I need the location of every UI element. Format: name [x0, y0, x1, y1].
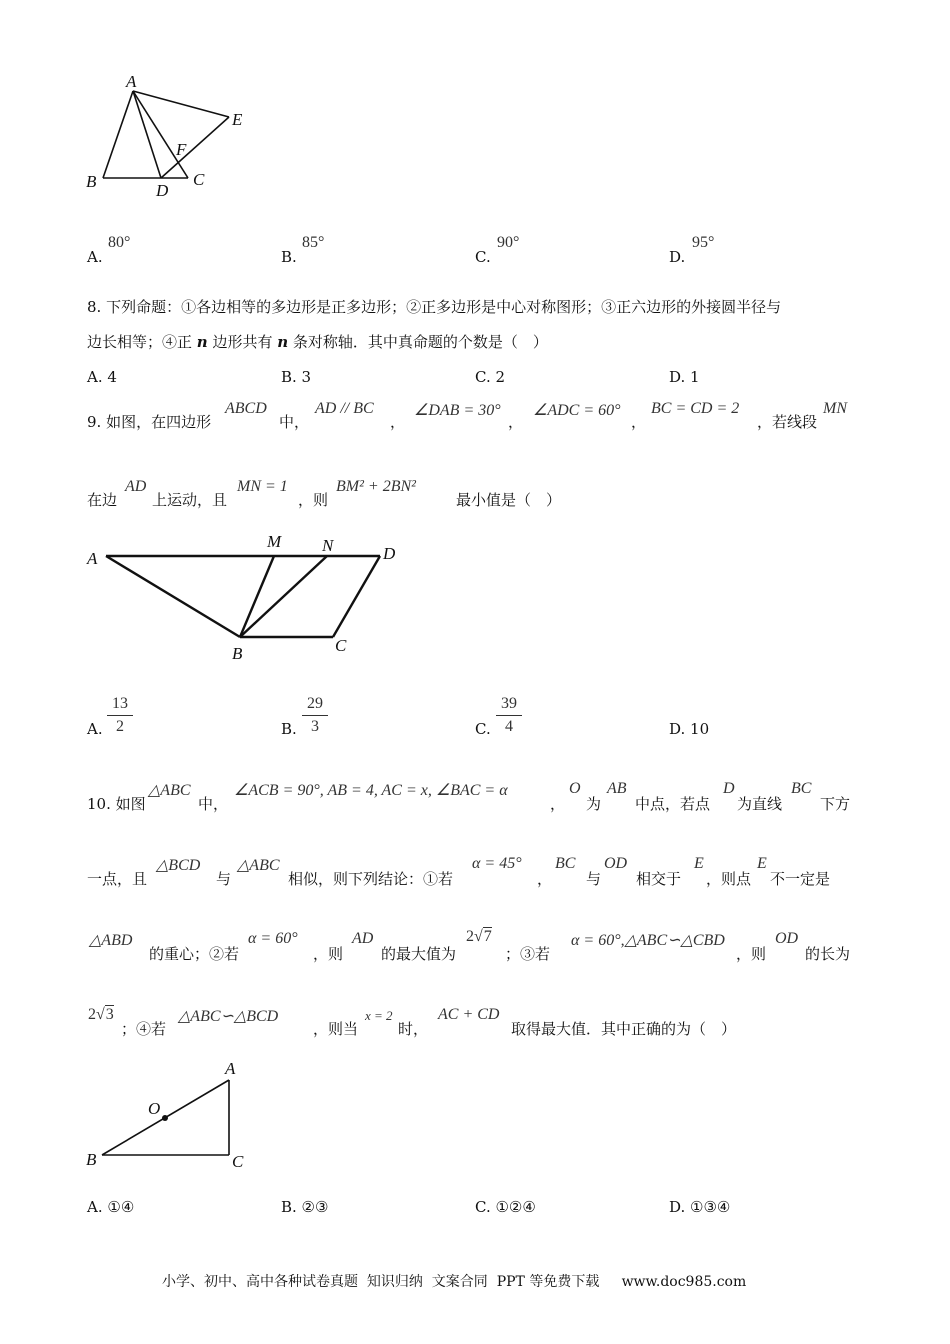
q10-line2-d: ， — [537, 870, 553, 888]
q10-tri-bcd: △BCD — [156, 857, 201, 874]
q10-line4-d: 取得最大值．其中正确的为（ ） — [511, 1020, 737, 1038]
q10-e: E — [694, 855, 704, 872]
q10-od: OD — [604, 855, 628, 872]
q10-line1-c: ， — [550, 795, 566, 813]
q10-alpha-60: α = 60° — [248, 930, 298, 947]
q8-n-2: n — [277, 333, 289, 351]
q8-text-a: 边长相等；④正 — [87, 333, 197, 351]
q9-option-c-den: 4 — [505, 718, 513, 735]
q10-radicand-7: 7 — [483, 928, 492, 945]
q10-two-root-seven: 2√7 — [466, 928, 492, 945]
fig9-label-b: B — [232, 644, 243, 663]
q10-line4-b: ，则当 — [313, 1020, 359, 1038]
q10-bc: BC — [791, 780, 812, 797]
q9-zhong: 中， — [279, 413, 310, 431]
q10-coef-2b: 2 — [88, 1006, 96, 1023]
q10-line1-a: 10. 如图 — [87, 795, 146, 813]
q10-line3-d: ；③若 — [505, 945, 551, 963]
q10-od-2: OD — [775, 930, 799, 947]
fig9-label-n: N — [322, 536, 334, 555]
fig10-label-o: O — [148, 1099, 161, 1118]
q10-line3-e: ，则 — [736, 945, 767, 963]
q9-option-a-letter[interactable]: A. — [87, 720, 103, 738]
q10-option-a[interactable]: A. ①④ — [87, 1198, 135, 1216]
q9-comma-2: ， — [508, 413, 524, 431]
fig9-label-c: C — [335, 636, 347, 655]
q7-option-c-letter[interactable]: C. — [475, 248, 491, 266]
q10-line1-f: 为直线 — [737, 795, 783, 813]
fig9-label-d: D — [383, 544, 396, 563]
fig7-label-a: A — [126, 72, 137, 91]
q8-option-c[interactable]: C. 2 — [475, 368, 506, 386]
q10-conditions: ∠ACB = 90°, AB = 4, AC = x, ∠BAC = α — [234, 782, 508, 799]
q9-ruo: ，若线段 — [757, 413, 818, 431]
q9-option-d[interactable]: D. 10 — [669, 720, 710, 738]
q10-o: O — [569, 780, 581, 797]
q9-abcd: ABCD — [225, 400, 267, 417]
q10-line3-f: 的长为 — [805, 945, 851, 963]
q10-condition-3: α = 60°,△ABC∽△CBD — [571, 932, 725, 949]
q9-line2-c: ，则 — [298, 491, 329, 509]
q9-option-b-den: 3 — [311, 718, 319, 735]
q10-line2-c: 相似，则下列结论：①若 — [288, 870, 454, 888]
q7-option-b-value: 85° — [302, 234, 325, 251]
q10-ab: AB — [607, 780, 627, 797]
q10-line3-b: ，则 — [313, 945, 344, 963]
fig10-label-c: C — [232, 1152, 244, 1171]
q8-n-1: n — [196, 333, 208, 351]
q7-option-b-letter[interactable]: B. — [281, 248, 297, 266]
q10-coef-2: 2 — [466, 928, 474, 945]
q10-line1-b: 中， — [198, 795, 229, 813]
fig9-label-m: M — [267, 532, 282, 551]
fig9-label-a: A — [87, 549, 98, 568]
q9-mn-equals-1: MN = 1 — [237, 478, 288, 495]
q9-bc-cd: BC = CD = 2 — [651, 400, 740, 417]
fig10-label-b: B — [86, 1150, 97, 1169]
q8-option-d[interactable]: D. 1 — [669, 368, 700, 386]
fig10-label-a: A — [225, 1059, 236, 1078]
q9-line2-a: 在边 — [87, 491, 118, 509]
fig10-point-o — [162, 1115, 168, 1121]
q10-bc-2: BC — [555, 855, 576, 872]
q7-option-d-value: 95° — [692, 234, 715, 251]
q10-option-d[interactable]: D. ①③④ — [669, 1198, 731, 1216]
q10-x-equals-2: x = 2 — [365, 1008, 393, 1023]
q9-comma-1: ， — [390, 413, 406, 431]
q10-line2-b: 与 — [216, 870, 232, 888]
q10-line2-g: ，则点 — [706, 870, 752, 888]
fig7-label-e: E — [232, 110, 243, 129]
q10-line4-a: ；④若 — [121, 1020, 167, 1038]
q9-option-a-num: 13 — [112, 695, 128, 712]
q10-line3-a: 的重心；②若 — [149, 945, 240, 963]
q8-text-b: 边形共有 — [207, 333, 278, 351]
q9-angle-adc: ∠ADC = 60° — [533, 402, 621, 419]
q9-option-b-num: 29 — [307, 695, 323, 712]
q10-option-b[interactable]: B. ②③ — [281, 1198, 329, 1216]
q8-line-1: 8. 下列命题：①各边相等的多边形是正多边形；②正多边形是中心对称图形；③正六边形的外接圆半径与 — [87, 298, 782, 316]
q9-option-a-den: 2 — [116, 718, 124, 735]
q10-line1-d: 为 — [586, 795, 602, 813]
q10-e-2: E — [757, 855, 767, 872]
q9-comma-3: ， — [631, 413, 647, 431]
q9-expression: BM² + 2BN² — [336, 478, 416, 495]
q10-line3-c: 的最大值为 — [381, 945, 457, 963]
q10-line1-e: 中点，若点 — [635, 795, 711, 813]
q9-prefix: 9. 如图，在四边形 — [87, 413, 212, 431]
q9-ad-parallel-bc: AD // BC — [315, 400, 374, 417]
q10-tri-abc: △ABC — [148, 782, 191, 799]
q9-line2-b: 上运动，且 — [152, 491, 228, 509]
fig7-label-d: D — [156, 181, 169, 200]
q8-text-c: 条对称轴．其中真命题的个数是（ ） — [288, 333, 548, 351]
q10-ad: AD — [352, 930, 374, 947]
q9-angle-dab: ∠DAB = 30° — [414, 402, 501, 419]
fig7-label-b: B — [86, 172, 97, 191]
q10-line2-h: 不一定是 — [770, 870, 831, 888]
q9-line2-d: 最小值是（ ） — [456, 491, 562, 509]
fig7-label-f: F — [176, 140, 187, 159]
q7-option-d-letter[interactable]: D. — [669, 248, 686, 266]
q7-option-c-value: 90° — [497, 234, 520, 251]
q10-line1-g: 下方 — [820, 795, 851, 813]
q10-line2-f: 相交于 — [636, 870, 682, 888]
q10-tri-abc-2: △ABC — [237, 857, 280, 874]
q7-option-a-letter[interactable]: A. — [87, 248, 103, 266]
q8-option-a[interactable]: A. 4 — [87, 368, 117, 386]
q10-d: D — [723, 780, 735, 797]
q9-option-c-num: 39 — [501, 695, 517, 712]
q10-line2-a: 一点，且 — [87, 870, 148, 888]
page-footer: 小学、初中、高中各种试卷真题 知识归纳 文案合同 PPT 等免费下载 www.doc985.com — [162, 1274, 747, 1290]
fig7-label-c: C — [193, 170, 205, 189]
q10-line4-c: 时， — [398, 1020, 429, 1038]
q10-radicand-3: 3 — [105, 1006, 114, 1023]
q9-option-c-letter[interactable]: C. — [475, 720, 491, 738]
q10-option-c[interactable]: C. ①②④ — [475, 1198, 536, 1216]
q10-line2-e: 与 — [586, 870, 602, 888]
q7-option-a-value: 80° — [108, 234, 131, 251]
q9-option-b-letter[interactable]: B. — [281, 720, 297, 738]
q10-ac-plus-cd: AC + CD — [438, 1006, 500, 1023]
q10-tri-abd: △ABD — [89, 932, 133, 949]
q9-mn: MN — [823, 400, 847, 417]
q8-option-b[interactable]: B. 3 — [281, 368, 312, 386]
q10-two-root-three: 2√3 — [88, 1006, 114, 1023]
q9-ad: AD — [125, 478, 147, 495]
q10-alpha-45: α = 45° — [472, 855, 522, 872]
q10-similar: △ABC∽△BCD — [178, 1008, 279, 1025]
